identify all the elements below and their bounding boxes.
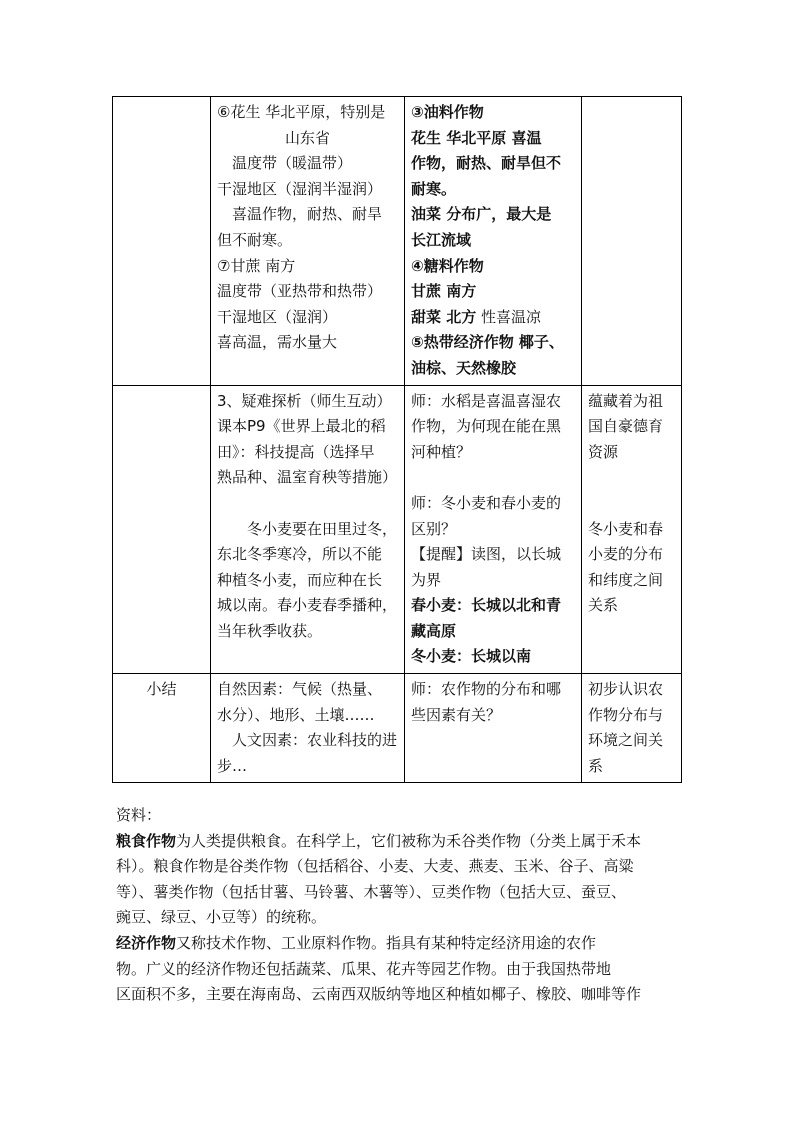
text-line: ⑥花生 华北平原，特别是 xyxy=(217,103,386,121)
text-fragment: 又称技术作物、工业原料作物。指具有某种特定经济用途的农作 xyxy=(176,933,597,952)
text-line: 和纬度之间 xyxy=(588,570,664,589)
text-line: 些因素有关？ xyxy=(411,705,502,724)
text-line: 自然因素：气候（热量、 xyxy=(217,680,383,699)
cell-teacher-questions xyxy=(405,385,582,674)
text-line: 环境之间关 xyxy=(588,731,664,750)
text-line: 作物，为何现在能在黑 xyxy=(411,417,562,436)
cell-design-intent xyxy=(582,385,682,674)
text-line: 耐寒。 xyxy=(411,179,457,198)
text-line: ③油料作物 xyxy=(411,103,484,121)
text-line: 山东省 xyxy=(284,128,330,147)
cell-summary-question xyxy=(405,674,582,783)
text-line: 人文因素：农业科技的进 xyxy=(232,731,398,750)
text-fragment: 为人类提供粮食。在科学上，它们被称为禾谷类作物（分类上属于禾本 xyxy=(176,831,642,850)
term-grain-crops: 粮食作物 xyxy=(116,831,177,850)
text-line: 物。广义的经济作物还包括蔬菜、瓜果、花卉等园艺作物。由于我国热带地 xyxy=(116,959,612,978)
text-line: ⑤热带经济作物 椰子、 xyxy=(411,333,564,352)
table-row-summary xyxy=(113,674,682,783)
text-line: 油菜 分布广，最大是 xyxy=(411,205,552,224)
text-line: 喜温作物，耐热、耐旱 xyxy=(232,205,383,224)
text-line: 豌豆、绿豆、小豆等）的统称。 xyxy=(116,908,327,927)
text-line: 干湿地区（湿润） xyxy=(217,307,338,326)
text-line: 河种植？ xyxy=(411,442,472,461)
text-line: 关系 xyxy=(588,596,619,615)
text-line: 资源 xyxy=(588,442,619,461)
cell-empty-stage xyxy=(113,97,211,386)
text-line: 冬小麦和春 xyxy=(588,519,664,538)
text-line: 温度带（暖温带） xyxy=(232,154,353,173)
cell-difficulty-analysis xyxy=(211,385,405,674)
text-line: 城以南。春小麦春季播种， xyxy=(217,596,398,615)
text-line: 春小麦：长城以北和青 xyxy=(411,596,562,615)
text-line: 科）。粮食作物是谷类作物（包括稻谷、小麦、大麦、燕麦、玉米、谷子、高粱 xyxy=(116,857,634,876)
text-line: 冬小麦：长城以南 xyxy=(411,647,532,666)
text-fragment: 性喜温凉 xyxy=(481,307,542,326)
text-line: 喜高温，需水量大 xyxy=(217,333,338,352)
text-line: 师：农作物的分布和哪 xyxy=(411,680,562,699)
text-line: 系 xyxy=(588,756,604,775)
text-line: 小麦的分布 xyxy=(588,545,664,564)
text-line: 区面积不多，主要在海南岛、云南西双版纳等地区种植如椰子、橡胶、咖啡等作 xyxy=(116,985,642,1004)
text-line: 师：水稻是喜温喜湿农 xyxy=(411,391,562,410)
text-line: 步… xyxy=(217,756,248,775)
text-line: 为界 xyxy=(411,570,442,589)
text-line: 作物分布与 xyxy=(588,705,664,724)
text-line: 东北冬季寒冷，所以不能 xyxy=(217,545,383,564)
text-fragment: 甜菜 北方 xyxy=(411,307,477,326)
text-line: 花生 华北平原 喜温 xyxy=(411,128,542,147)
text-line: 等）、薯类作物（包括甘薯、马铃薯、木薯等）、豆类作物（包括大豆、蚕豆、 xyxy=(116,882,627,901)
text-line: 长江流域 xyxy=(411,230,472,249)
text-line: 作物，耐热、耐旱但不 xyxy=(411,154,562,173)
text-line: 国自豪德育 xyxy=(588,417,664,436)
cell-empty-intent xyxy=(582,97,682,386)
term-cash-crops: 经济作物 xyxy=(116,933,177,952)
reference-notes xyxy=(116,803,682,1008)
cell-summary-factors xyxy=(211,674,405,783)
text-line: 藏高原 xyxy=(411,621,457,640)
text-line: 熟品种、温室育秧等措施） xyxy=(217,468,398,487)
notes-paragraph-grain xyxy=(116,829,682,931)
text-line: 【提醒】读图，以长城 xyxy=(411,545,562,564)
text-line: 蕴藏着为祖 xyxy=(588,391,664,410)
text-line: 种植冬小麦，而应种在长 xyxy=(217,570,383,589)
cell-summary-intent xyxy=(582,674,682,783)
cell-crop-distribution xyxy=(211,97,405,386)
text-line: 当年秋季收获。 xyxy=(217,621,323,640)
text-line: 师：冬小麦和春小麦的 xyxy=(411,493,562,512)
lesson-table xyxy=(112,96,682,783)
text-line: 3、疑难探析（师生互动） xyxy=(217,391,392,410)
table-row-crops xyxy=(113,97,682,386)
cell-crop-types xyxy=(405,97,582,386)
cell-empty-stage xyxy=(113,385,211,674)
text-line: 温度带（亚热带和热带） xyxy=(217,282,383,301)
text-line: ⑦甘蔗 南方 xyxy=(217,256,296,275)
notes-paragraph-cash xyxy=(116,931,682,1008)
notes-heading: 资料： xyxy=(116,806,162,824)
text-line: 课本P9《世界上最北的稻 xyxy=(217,417,386,436)
text-line: 甘蔗 南方 xyxy=(411,282,477,301)
table-row-difficulty xyxy=(113,385,682,674)
text-line: 干湿地区（湿润半湿润） xyxy=(217,179,383,198)
text-line: 田》：科技提高（选择早 xyxy=(217,442,375,461)
text-line: ④糖料作物 xyxy=(411,256,484,275)
text-line: 区别？ xyxy=(411,519,457,538)
summary-label: 小结 xyxy=(113,674,211,783)
text-line: 但不耐寒。 xyxy=(217,230,293,249)
text-line: 油棕、天然橡胶 xyxy=(411,358,517,377)
text-line: 冬小麦要在田里过冬， xyxy=(247,519,398,538)
text-line: 初步认识农 xyxy=(588,680,664,699)
text-line: 水分）、地形、土壤…… xyxy=(217,705,375,724)
